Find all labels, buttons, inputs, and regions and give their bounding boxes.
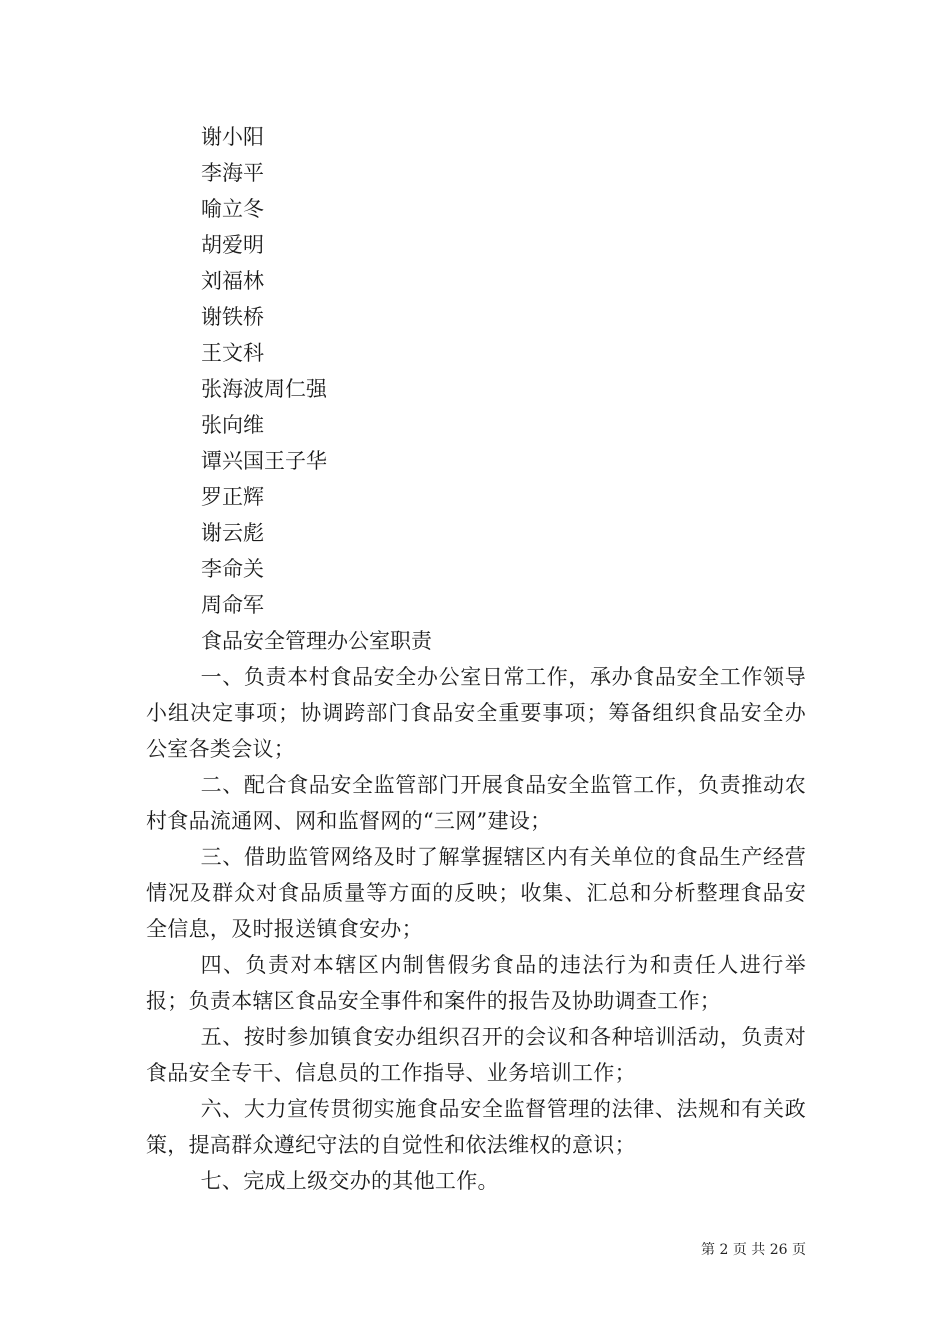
name-item: 刘福林 bbox=[201, 269, 264, 293]
duty-paragraph: 六、大力宣传贯彻实施食品安全监督管理的法律、法规和有关政策，提高群众遵纪守法的自觉性和依法维权的意识； bbox=[146, 1097, 806, 1157]
duty-paragraph: 三、借助监管网络及时了解掌握辖区内有关单位的食品生产经营情况及群众对食品质量等方面的反映；收集、汇总和分析整理食品安全信息，及时报送镇食安办； bbox=[146, 845, 806, 941]
name-item: 张海波周仁强 bbox=[201, 377, 327, 401]
name-list bbox=[201, 119, 327, 623]
name-item: 王文科 bbox=[201, 341, 264, 365]
name-item: 谭兴国王子华 bbox=[201, 449, 327, 473]
name-item: 周命军 bbox=[201, 593, 264, 617]
duty-paragraph: 五、按时参加镇食安办组织召开的会议和各种培训活动，负责对食品安全专干、信息员的工作指导、业务培训工作； bbox=[146, 1025, 806, 1085]
duty-paragraph: 一、负责本村食品安全办公室日常工作，承办食品安全工作领导小组决定事项；协调跨部门食品安全重要事项；筹备组织食品安全办公室各类会议； bbox=[146, 665, 806, 761]
name-item: 罗正辉 bbox=[201, 485, 264, 509]
name-item: 张向维 bbox=[201, 413, 264, 437]
duty-paragraph: 二、配合食品安全监管部门开展食品安全监管工作，负责推动农村食品流通网、网和监督网的“三网”建设； bbox=[146, 773, 806, 833]
duty-paragraph: 四、负责对本辖区内制售假劣食品的违法行为和责任人进行举报；负责本辖区食品安全事件和案件的报告及协助调查工作； bbox=[146, 953, 806, 1013]
name-item: 谢云彪 bbox=[201, 521, 264, 545]
name-item: 李海平 bbox=[201, 161, 264, 185]
name-item: 谢小阳 bbox=[201, 125, 264, 149]
section-title: 食品安全管理办公室职责 bbox=[201, 629, 432, 653]
name-item: 胡爱明 bbox=[201, 233, 264, 257]
duty-paragraph: 七、完成上级交办的其他工作。 bbox=[200, 1169, 499, 1193]
page-footer: 第 2 页 共 26 页 bbox=[701, 1242, 806, 1258]
duties-list bbox=[146, 659, 806, 1199]
name-item: 喻立冬 bbox=[201, 197, 264, 221]
name-item: 李命关 bbox=[201, 557, 264, 581]
name-item: 谢铁桥 bbox=[201, 305, 264, 329]
